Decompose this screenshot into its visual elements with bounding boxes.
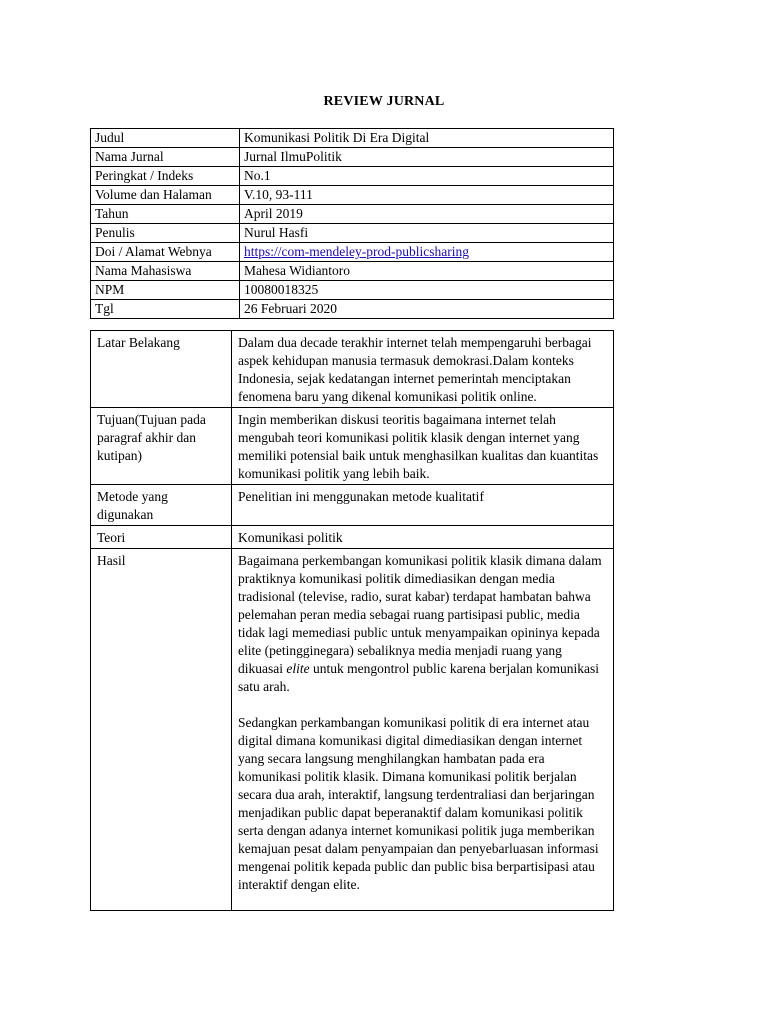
table-row (91, 331, 614, 408)
hasil-label: Hasil (91, 549, 232, 911)
row-label-tahun: Tahun (91, 205, 240, 224)
doi-link[interactable]: https://com-mendeley-prod-publicsharing (244, 244, 469, 259)
review-table (90, 330, 614, 911)
table-row (91, 549, 614, 911)
row-label-npm: NPM (91, 281, 240, 300)
hasil-p1-italic: elite (286, 661, 310, 676)
row-label-nama-jurnal: Nama Jurnal (91, 148, 240, 167)
row-label-peringkat: Peringkat / Indeks (91, 167, 240, 186)
table-row (91, 262, 614, 281)
journal-info-table (90, 128, 614, 319)
table-row (91, 300, 614, 319)
row-label-nama-mahasiswa: Nama Mahasiswa (91, 262, 240, 281)
row-label-penulis: Penulis (91, 224, 240, 243)
latar-belakang-text: Dalam dua decade terakhir internet telah mempengaruhi berbagai aspek kehidupan manusia termasuk demokrasi.Dalam konteks Indonesia, sejak kedatangan internet pemerintah menciptakan fenomena baru yang dikenal komunikasi politik online. (232, 331, 614, 408)
row-value-nama-jurnal: Jurnal IlmuPolitik (240, 148, 614, 167)
row-value-judul: Komunikasi Politik Di Era Digital (240, 129, 614, 148)
hasil-paragraph-2: Sedangkan perkambangan komunikasi politik di era internet atau digital dimana komunikasi digital dimediasikan dengan internet yang secara langsung menghilangkan hambatan pada era komunikasi politik klasik. Dimana komunikasi politik berjalan secara dua arah, interaktif, langsung terdentraliasi dan berjaringan menjadikan public dapat beperanaktif dalam komunikasi politik serta dengan adanya internet komunikasi politik juga memberikan kemajuan pesat dalam penyampaian dan penyebarluasan informasi mengenai politik kepada public dan public bisa berpartisipasi atau interaktif dengan elite. (238, 715, 599, 892)
tujuan-label: Tujuan(Tujuan pada paragraf akhir dan kutipan) (91, 408, 232, 485)
row-label-volume: Volume dan Halaman (91, 186, 240, 205)
row-value-npm: 10080018325 (240, 281, 614, 300)
hasil-text (232, 549, 614, 911)
document-title: REVIEW JURNAL (323, 94, 445, 109)
table-row (91, 129, 614, 148)
row-label-doi: Doi / Alamat Webnya (91, 243, 240, 262)
row-value-peringkat: No.1 (240, 167, 614, 186)
hasil-p1-before: Bagaimana perkembangan komunikasi politik klasik dimana dalam praktiknya komunikasi politik dimediasikan dengan media tradisional (televise, radio, surat kabar) terdapat hambatan bahwa pelemahan peran media sebagai ruang partisipasi public, media tidak lagi memediasi public untuk menyampaikan opininya kepada elite (petingginegara) sebaliknya media menjadi ruang yang dikuasai (238, 553, 602, 676)
table-row (91, 148, 614, 167)
latar-belakang-label: Latar Belakang (91, 331, 232, 408)
hasil-paragraph-1 (238, 552, 607, 696)
table-row (91, 205, 614, 224)
table-row (91, 408, 614, 485)
hasil-p1-after: untuk mengontrol public karena berjalan komunikasi satu arah. (238, 661, 600, 694)
row-label-tgl: Tgl (91, 300, 240, 319)
row-value-nama-mahasiswa: Mahesa Widiantoro (240, 262, 614, 281)
row-value-volume: V.10, 93-111 (240, 186, 614, 205)
row-value-tahun: April 2019 (240, 205, 614, 224)
teori-label: Teori (91, 526, 232, 549)
tujuan-text: Ingin memberikan diskusi teoritis bagaimana internet telah mengubah teori komunikasi politik klasik dengan internet yang memiliki potensial baik untuk menghasilkan kualitas dan kuantitas komunikasi politik yang lebih baik. (232, 408, 614, 485)
table-row (91, 243, 614, 262)
row-value-doi (240, 243, 614, 262)
table-row (91, 526, 614, 549)
metode-label: Metode yang digunakan (91, 485, 232, 526)
row-value-penulis: Nurul Hasfi (240, 224, 614, 243)
table-row (91, 224, 614, 243)
row-label-judul: Judul (91, 129, 240, 148)
table-row (91, 485, 614, 526)
table-row (91, 186, 614, 205)
teori-text: Komunikasi politik (232, 526, 614, 549)
row-value-tgl: 26 Februari 2020 (240, 300, 614, 319)
table-row (91, 281, 614, 300)
table-row (91, 167, 614, 186)
metode-text: Penelitian ini menggunakan metode kualitatif (232, 485, 614, 526)
